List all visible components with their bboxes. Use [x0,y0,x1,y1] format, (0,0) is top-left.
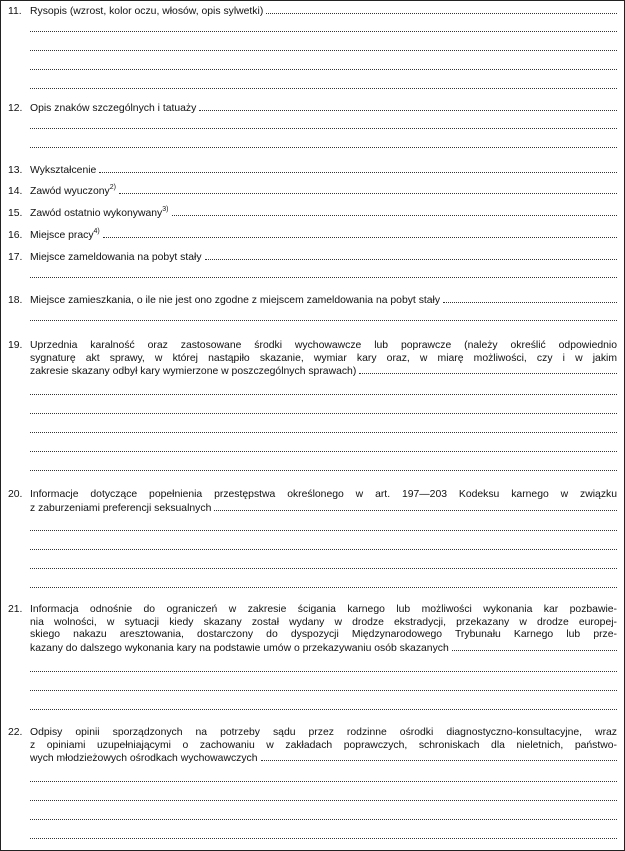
answer-line[interactable] [30,128,617,129]
footnote-ref: 4) [93,227,100,235]
field-label-line: 19. Uprzednia karalność oraz zastosowane środki wychowawcze lub poprawcze (należy określić odpowiednio [8,340,617,351]
field-number: 12. [8,103,23,114]
field-label-line: 20. Informacje dotyczące popełnienia przestępstwa określonego w art. 197—203 Kodeksu karnego w związku [8,489,617,500]
field-number: 15. [8,208,23,219]
field-number: 11. [8,6,22,17]
field-21-prosecution-limits [8,604,617,654]
field-label-line: 22. Odpisy opinii sporządzonych na potrzeby sądu przez rodzinne ośrodki diagnostyczno-konsultacyjne, wraz [8,727,617,738]
field-label: Miejsce zameldowania na pobyt stały [30,252,202,263]
answer-line[interactable] [30,530,617,531]
answer-line[interactable] [30,587,617,588]
answer-line[interactable] [261,752,617,761]
field-15-last-profession [8,207,617,220]
footnote-ref: 2) [109,183,116,191]
answer-line[interactable] [359,365,617,374]
field-label: Miejsce pracy$^{4)}$ [30,227,100,241]
field-number: 17. [8,252,23,263]
field-13-education [8,164,617,177]
answer-line[interactable] [103,229,617,238]
answer-line[interactable] [452,642,617,651]
answer-line[interactable] [99,164,617,173]
field-number: 18. [8,295,23,306]
answer-line[interactable] [443,294,617,303]
field-number: 22. [8,727,23,738]
field-number: 13. [8,165,23,176]
field-16-workplace [8,229,617,242]
answer-line[interactable] [30,838,617,839]
field-label: Opis znaków szczególnych i tatuaży [30,103,197,114]
answer-line[interactable] [205,251,617,260]
field-number: 20. [8,489,23,500]
answer-line[interactable] [30,50,617,51]
field-label: Miejsce zamieszkania, o ile nie jest ono zgodne z miejscem zameldowania na pobyt stały [30,295,441,306]
field-12-marks [8,102,617,115]
answer-line[interactable] [30,451,617,452]
field-number: 19. [8,340,23,351]
field-label-line: 21. Informacja odnośnie do ograniczeń w zakresie ścigania karnego lub możliwości wykonania kar pozbawie- [8,604,617,615]
field-label-line: zakresie skazany odbył kary wymierzone w poszczególnych sprawach) [30,366,357,378]
answer-line[interactable] [199,102,617,111]
field-20-sexual-offense-info [8,489,617,514]
answer-line[interactable] [266,5,617,14]
answer-line[interactable] [214,502,617,511]
answer-line[interactable] [30,800,617,801]
field-label: Rysopis (wzrost, kolor oczu, włosów, opis sylwetki) [30,6,264,17]
footnote-ref: 3) [162,205,169,213]
field-number: 21. [8,604,23,615]
answer-line[interactable] [30,432,617,433]
field-18-residence [8,294,617,307]
field-label-line: sygnaturę akt sprawy, w której nastąpiło skazanie, wymiar kary oraz, w miarę możliwości, czy i w jakim [30,352,617,364]
field-label-line: nia wolności, w sytuacji kiedy skazany został wydany w drodze ekstradycji, przekazany w drodze europej- [30,616,617,628]
answer-line[interactable] [30,819,617,820]
answer-line[interactable] [30,277,617,278]
field-label: Zawód wyuczony$^{2)}$ [30,183,116,197]
answer-line[interactable] [30,549,617,550]
field-label: Zawód ostatnio wykonywany$^{3)}$ [30,205,169,219]
answer-line[interactable] [119,185,617,194]
field-number: 14. [8,186,23,197]
field-label: Wykształcenie [30,165,97,176]
answer-line[interactable] [30,709,617,710]
answer-line[interactable] [30,147,617,148]
answer-line[interactable] [30,69,617,70]
answer-line[interactable] [30,320,617,321]
field-17-registered-address [8,251,617,264]
field-19-criminal-record [8,340,617,378]
field-label-line: kazany do dalszego wykonania kary na podstawie umów o przekazywaniu osób skazanych [30,642,449,654]
answer-line[interactable] [30,31,617,32]
field-22-opinion-copies [8,727,617,765]
answer-line[interactable] [30,88,617,89]
field-number: 16. [8,230,23,241]
answer-line[interactable] [30,413,617,414]
field-label-line: z opiniami uzupełniającymi o zachowaniu w zakładach poprawczych, schroniskach dla nieletnich, państwo- [30,739,617,751]
answer-line[interactable] [30,781,617,782]
field-14-profession [8,185,617,198]
field-11-description [8,5,617,18]
answer-line[interactable] [30,568,617,569]
field-label-line: z zaburzeniami preferencji seksualnych [30,502,212,514]
answer-line[interactable] [30,671,617,672]
field-label-line: wych młodzieżowych ośrodkach wychowawczych [30,753,258,765]
answer-line[interactable] [30,690,617,691]
answer-line[interactable] [30,394,617,395]
answer-line[interactable] [172,207,618,216]
answer-line[interactable] [30,470,617,471]
field-label-line: skiego nakazu aresztowania, dostarczony do dyspozycji Międzynarodowego Trybunału Karnego lub prze- [30,629,617,641]
